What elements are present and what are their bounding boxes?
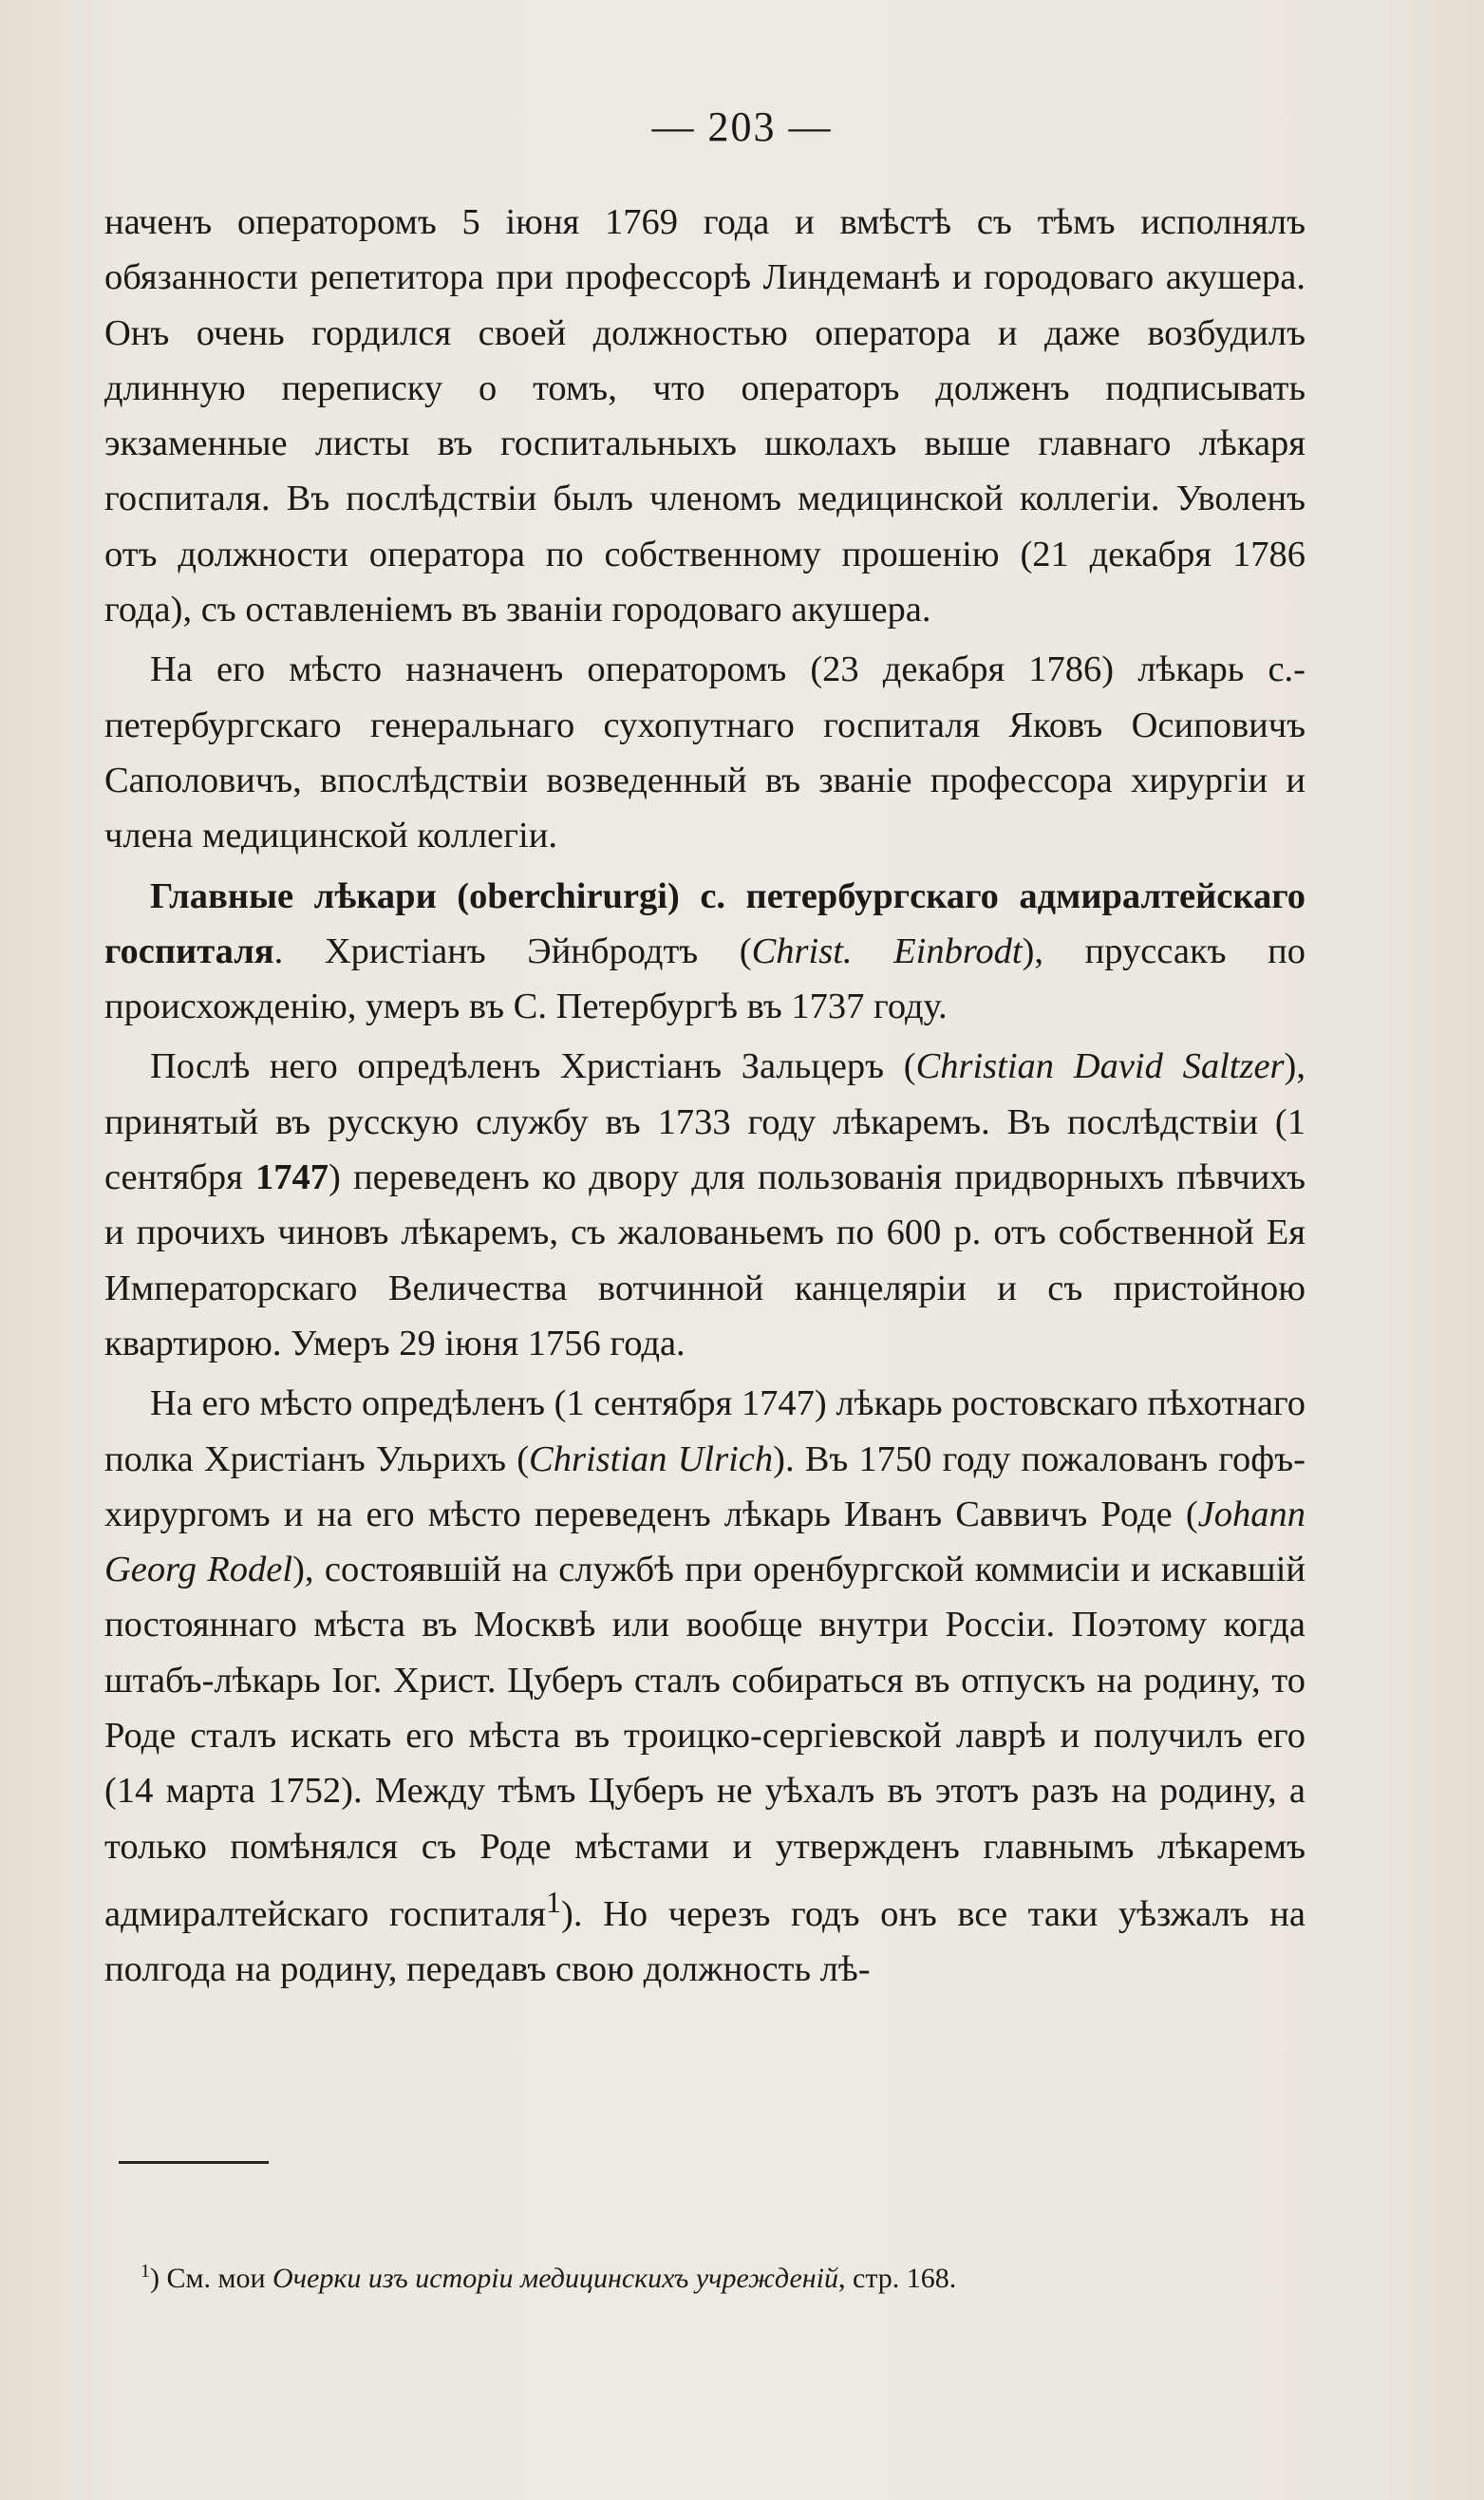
paragraph-2-text: На его мѣсто назначенъ операторомъ (23 декабря 1786) лѣкарь с.-петербургскаго генеральнаго сухопутнаго госпиталя Яковъ Осиповичъ Саполовичъ, впослѣдствіи возведенный въ званіе профессора хирургіи и члена медицинской коллегіи. bbox=[104, 649, 1306, 856]
body-text bbox=[104, 195, 1306, 1997]
paragraph-5 bbox=[104, 1376, 1306, 1997]
paragraph-5-text-c: ), состоявшій на службѣ при оренбургской коммисіи и искавшій постояннаго мѣста въ Москвѣ или вообще внутри Россіи. Поэтому когда штабъ-лѣкарь Іог. Христ. Цуберъ сталъ собираться въ отпускъ на родину, то Роде сталъ искать его мѣста въ троицко-сергіевской лаврѣ и получилъ его (14 марта 1752). Между тѣмъ Цуберъ не уѣхалъ въ этотъ разъ на родину, а только помѣнялся съ Роде мѣстами и утвержденъ главнымъ лѣкаремъ адмиралтейскаго госпиталя bbox=[104, 1550, 1306, 1934]
latin-name-ulrich: Christian Ulrich bbox=[529, 1438, 774, 1479]
paragraph-1-text: наченъ операторомъ 5 іюня 1769 года и вмѣстѣ съ тѣмъ исполнялъ обязанности репетитора при профессорѣ Линдеманѣ и городоваго акушера. Онъ очень гордился своей должностью оператора и даже возбудилъ длинную переписку о томъ, что операторъ долженъ подписывать экзаменные листы въ госпитальныхъ школахъ выше главнаго лѣкаря госпиталя. Въ послѣдствіи былъ членомъ медицинской коллегіи. Уволенъ отъ должности оператора по собственному прошенію (21 декабря 1786 года), съ оставленіемъ въ званіи городоваго акушера. bbox=[104, 202, 1306, 630]
latin-name-rodel: Johann Georg Rodel bbox=[104, 1494, 1306, 1590]
bold-year-1747: 1747 bbox=[255, 1157, 329, 1198]
section-heading: Главные лѣкари (oberchirurgi) с. петербургскаго адмиралтейскаго госпиталя bbox=[104, 875, 1306, 971]
latin-name-einbrodt: Christ. Einbrodt bbox=[751, 930, 1023, 971]
footnote-marker: 1 bbox=[141, 2261, 150, 2282]
paragraph-2 bbox=[104, 642, 1306, 863]
footnote-divider bbox=[119, 2161, 269, 2164]
paragraph-4 bbox=[104, 1039, 1306, 1371]
paragraph-5-text-b: ). Въ 1750 году пожалованъ гофъ-хирургомъ и на его мѣсто переведенъ лѣкарь Иванъ Саввичъ Роде ( bbox=[104, 1438, 1306, 1534]
footnote-reference: 1 bbox=[546, 1884, 562, 1919]
footnote-text-a: ) См. мои bbox=[150, 2263, 273, 2294]
paragraph-4-text-a: Послѣ него опредѣленъ Христіанъ Зальцеръ ( bbox=[150, 1046, 916, 1087]
paragraph-5-text-d: ). Но черезъ годъ онъ все таки уѣзжалъ на полгода на родину, передавъ свою должность лѣ- bbox=[104, 1893, 1306, 1990]
paragraph-1 bbox=[104, 195, 1306, 637]
paragraph-3-text-a: . Христіанъ Эйнбродтъ ( bbox=[273, 930, 752, 971]
paragraph-4-text-b: ), принятый въ русскую службу въ 1733 году лѣкаремъ. Въ послѣдствіи (1 сентября bbox=[104, 1046, 1306, 1198]
paragraph-5-text-a: На его мѣсто опредѣленъ (1 сентября 1747) лѣкарь ростовскаго пѣхотнаго полка Христіанъ Ульрихъ ( bbox=[104, 1383, 1306, 1479]
footnote-text-b: , стр. 168. bbox=[838, 2263, 957, 2294]
footnote bbox=[141, 2252, 1280, 2298]
footnote-book-title: Очерки изъ исторіи медицинскихъ учрежденій bbox=[272, 2263, 838, 2294]
latin-name-saltzer: Christian David Saltzer bbox=[915, 1046, 1285, 1087]
paragraph-3-text-b: ), пруссакъ по происхожденію, умеръ въ С. Петербургѣ въ 1737 году. bbox=[104, 930, 1306, 1027]
page-number: — 203 — bbox=[651, 103, 833, 150]
paragraph-4-text-c: ) переведенъ ко двору для пользованія придворныхъ пѣвчихъ и прочихъ чиновъ лѣкаремъ, съ жалованьемъ по 600 р. отъ собственной Ея Императорскаго Величества вотчинной канцеляріи и съ пристойною квартирою. Умеръ 29 іюня 1756 года. bbox=[104, 1157, 1306, 1363]
paragraph-3 bbox=[104, 869, 1306, 1035]
